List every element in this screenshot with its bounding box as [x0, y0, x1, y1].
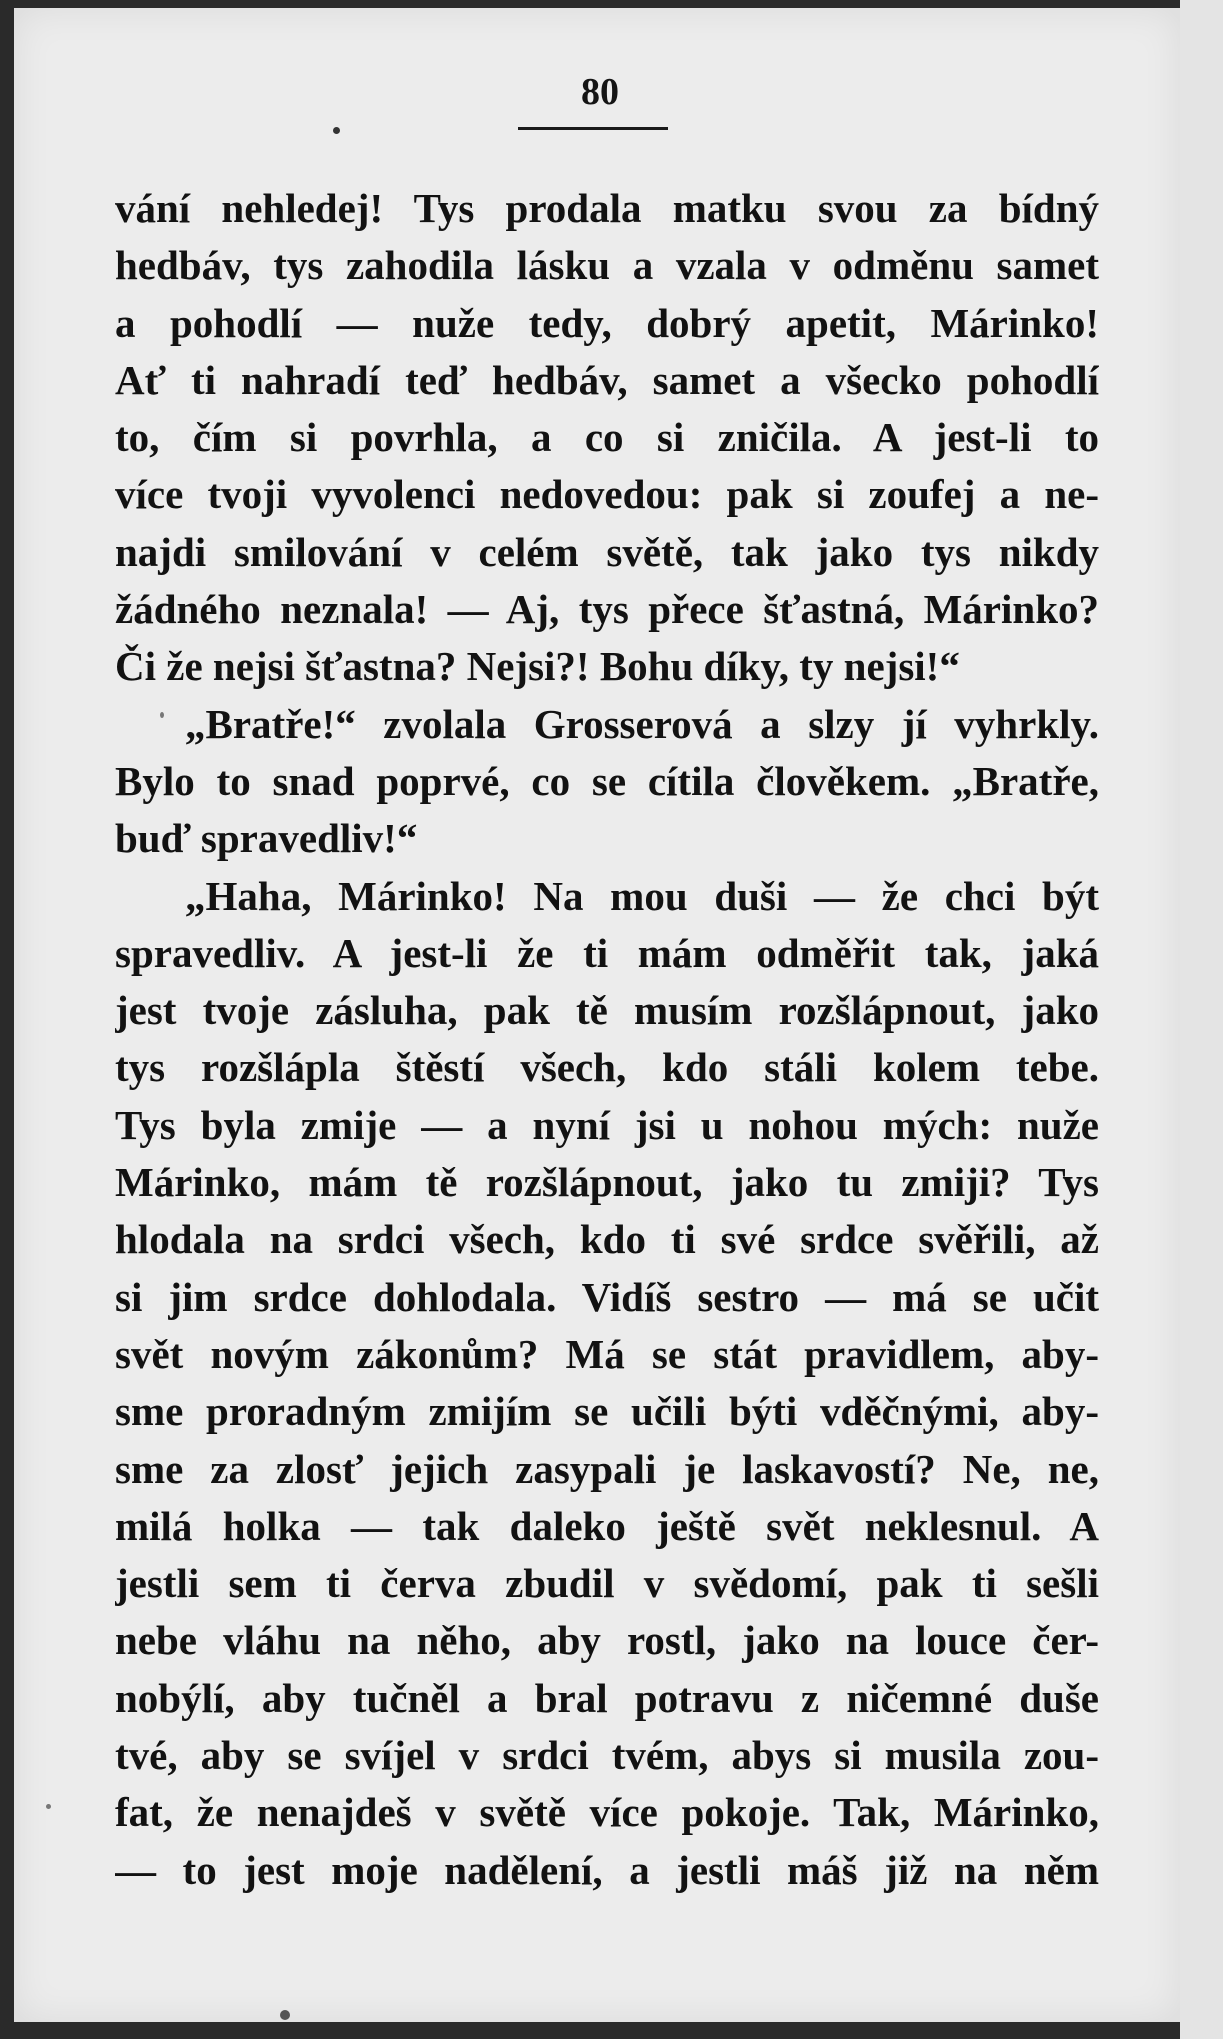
- text-line: to, čím si povrhla, a co si zničila. A jest-li to: [115, 414, 1099, 461]
- text-line: svět novým zákonům? Má se stát pravidlem, aby-: [115, 1330, 1099, 1377]
- text-line: buď spravedliv!“: [115, 815, 418, 862]
- page-edge: [1180, 0, 1223, 2039]
- text-line: Ať ti nahradí teď hedbáv, samet a všecko pohodlí: [115, 356, 1099, 403]
- text-line: spravedliv. A jest-li že ti mám odměřit tak, jaká: [115, 929, 1099, 976]
- text-line: hedbáv, tys zahodila lásku a vzala v odměnu samet: [115, 242, 1099, 289]
- text-line: Tys byla zmije — a nyní jsi u nohou mých: nuže: [115, 1101, 1099, 1148]
- text-line: nebe vláhu na něho, aby rostl, jako na louce čer-: [115, 1617, 1099, 1664]
- text-line: „Haha, Márinko! Na mou duši — že chci být: [185, 872, 1099, 919]
- text-line: milá holka — tak daleko ještě svět neklesnul. A: [115, 1502, 1099, 1549]
- print-speck: [333, 127, 340, 134]
- print-speck: [280, 2010, 290, 2020]
- text-line: „Bratře!“ zvolala Grosserová a slzy jí vyhrkly.: [185, 700, 1099, 747]
- text-line: tys rozšlápla štěstí všech, kdo stáli kolem tebe.: [115, 1044, 1099, 1091]
- text-line: Či že nejsi šťastna? Nejsi?! Bohu díky, ty nejsi!“: [115, 643, 960, 690]
- text-line: hlodala na srdci všech, kdo ti své srdce svěřili, až: [115, 1216, 1099, 1263]
- text-line: tvé, aby se svíjel v srdci tvém, abys si musila zou-: [115, 1732, 1099, 1779]
- text-line: nobýlí, aby tučněl a bral potravu z ničemné duše: [115, 1674, 1099, 1721]
- text-line: sme proradným zmijím se učili býti vděčnými, aby-: [115, 1388, 1099, 1435]
- text-line: sme za zlosť jejich zasypali je laskavostí? Ne, ne,: [115, 1445, 1099, 1492]
- text-line: si jim srdce dohlodala. Vidíš sestro — má se učit: [115, 1273, 1099, 1320]
- text-line: Márinko, mám tě rozšlápnout, jako tu zmiji? Tys: [115, 1159, 1099, 1206]
- text-line: více tvoji vyvolenci nedovedou: pak si zoufej a ne-: [115, 471, 1099, 518]
- print-speck: [46, 1804, 51, 1809]
- text-line: a pohodlí — nuže tedy, dobrý apetit, Márinko!: [115, 299, 1099, 346]
- text-line: najdi smilování v celém světě, tak jako tys nikdy: [115, 528, 1099, 575]
- text-line: jestli sem ti červa zbudil v svědomí, pak ti sešli: [115, 1560, 1099, 1607]
- text-line: — to jest moje nadělení, a jestli máš již na něm: [115, 1846, 1099, 1893]
- page-number: 80: [581, 71, 619, 113]
- text-line: jest tvoje zásluha, pak tě musím rozšlápnout, jako: [115, 987, 1099, 1034]
- text-line: žádného neznala! — Aj, tys přece šťastná, Márinko?: [115, 586, 1099, 633]
- text-line: vání nehledej! Tys prodala matku svou za bídný: [115, 185, 1099, 231]
- page-number-rule: [518, 127, 668, 130]
- text-line: Bylo to snad poprvé, co se cítila člověkem. „Bratře,: [115, 757, 1099, 804]
- print-speck: [160, 712, 164, 718]
- body-text: [115, 180, 1099, 1899]
- text-line: fat, že nenajdeš v světě více pokoje. Tak, Márinko,: [115, 1789, 1099, 1836]
